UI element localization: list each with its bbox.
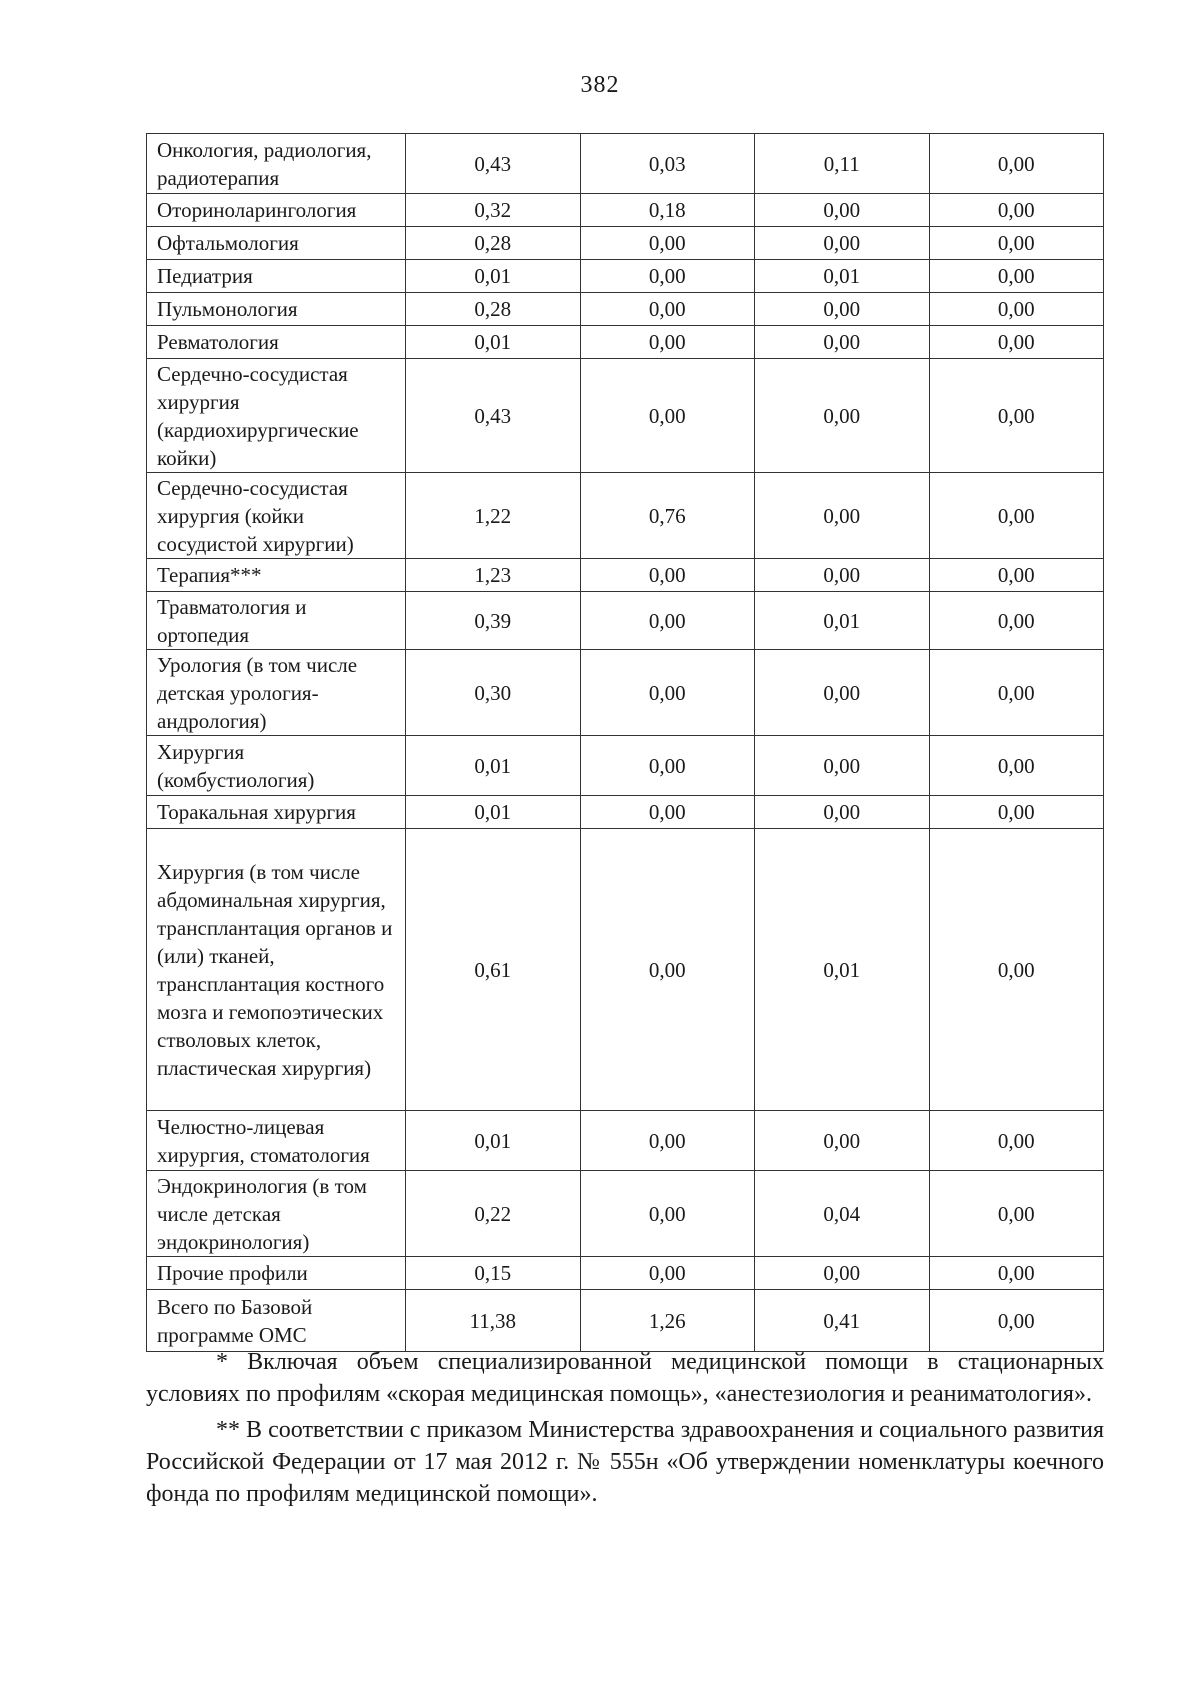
- value-cell: 0,15: [406, 1257, 581, 1290]
- value-cell: 0,76: [580, 473, 755, 559]
- value-cell: 0,00: [580, 592, 755, 650]
- profile-name-cell: Сердечно-сосудистая хирургия (койки сосудистой хирургии): [147, 473, 406, 559]
- profile-name-cell: Челюстно-лицевая хирургия, стоматология: [147, 1111, 406, 1171]
- footnotes: [146, 1346, 1104, 1514]
- value-cell: 0,00: [755, 359, 930, 473]
- value-cell: 0,00: [580, 293, 755, 326]
- value-cell: 0,00: [580, 650, 755, 736]
- profile-name-cell: Травматология и ортопедия: [147, 592, 406, 650]
- value-cell: 0,00: [929, 134, 1104, 194]
- value-cell: 0,00: [755, 559, 930, 592]
- total-value-cell: 11,38: [406, 1290, 581, 1352]
- value-cell: 0,00: [929, 326, 1104, 359]
- value-cell: 0,00: [755, 293, 930, 326]
- value-cell: 0,00: [580, 359, 755, 473]
- value-cell: 0,00: [929, 650, 1104, 736]
- profile-name-cell: Урология (в том числе детская урология-андрология): [147, 650, 406, 736]
- total-value-cell: 0,00: [929, 1290, 1104, 1352]
- table-row: [147, 650, 1104, 736]
- value-cell: 0,00: [929, 293, 1104, 326]
- value-cell: 0,03: [580, 134, 755, 194]
- total-label-cell: Всего по Базовой программе ОМС: [147, 1290, 406, 1352]
- value-cell: 0,39: [406, 592, 581, 650]
- profile-name-cell: Онкология, радиология, радиотерапия: [147, 134, 406, 194]
- profile-name-cell: Терапия***: [147, 559, 406, 592]
- profile-name-cell: Ревматология: [147, 326, 406, 359]
- table-row: [147, 293, 1104, 326]
- profile-name-cell: Прочие профили: [147, 1257, 406, 1290]
- table-row: [147, 359, 1104, 473]
- value-cell: 0,00: [929, 559, 1104, 592]
- value-cell: 0,00: [929, 260, 1104, 293]
- value-cell: 0,00: [755, 227, 930, 260]
- value-cell: 0,00: [929, 796, 1104, 829]
- value-cell: 0,11: [755, 134, 930, 194]
- value-cell: 0,04: [755, 1171, 930, 1257]
- profile-name-cell: Торакальная хирургия: [147, 796, 406, 829]
- table-row: [147, 134, 1104, 194]
- value-cell: 0,00: [929, 592, 1104, 650]
- profile-name-cell: Хирургия (в том числе абдоминальная хирургия, трансплантация органов и (или) тканей, трансплантация костного мозга и гемопоэтических стволовых клеток, пластическая хирургия): [147, 829, 406, 1111]
- value-cell: 0,00: [755, 796, 930, 829]
- value-cell: 0,00: [929, 829, 1104, 1111]
- table-row: [147, 1111, 1104, 1171]
- value-cell: 0,00: [929, 1171, 1104, 1257]
- value-cell: 0,00: [755, 650, 930, 736]
- value-cell: 0,61: [406, 829, 581, 1111]
- table-row: [147, 592, 1104, 650]
- table-row: [147, 1257, 1104, 1290]
- value-cell: 0,32: [406, 194, 581, 227]
- value-cell: 0,18: [580, 194, 755, 227]
- table-row: [147, 326, 1104, 359]
- value-cell: 0,00: [580, 1111, 755, 1171]
- value-cell: 0,00: [755, 736, 930, 796]
- footnote-double-asterisk: ** В соответствии с приказом Министерства здравоохранения и социального развития Российской Федерации от 17 мая 2012 г. № 555н «Об утверждении номенклатуры коечного фонда по профилям медицинской помощи».: [146, 1417, 1104, 1507]
- table-row: [147, 559, 1104, 592]
- value-cell: 0,00: [929, 736, 1104, 796]
- value-cell: 0,01: [755, 260, 930, 293]
- value-cell: 0,00: [580, 326, 755, 359]
- value-cell: 0,01: [406, 796, 581, 829]
- value-cell: 0,00: [929, 227, 1104, 260]
- value-cell: 0,01: [406, 1111, 581, 1171]
- value-cell: 0,01: [755, 592, 930, 650]
- value-cell: 0,01: [406, 260, 581, 293]
- profile-name-cell: Сердечно-сосудистая хирургия (кардиохирургические койки): [147, 359, 406, 473]
- profile-name-cell: Педиатрия: [147, 260, 406, 293]
- table-row: [147, 829, 1104, 1111]
- value-cell: 0,00: [580, 736, 755, 796]
- value-cell: 0,00: [580, 1171, 755, 1257]
- value-cell: 0,01: [406, 736, 581, 796]
- profile-name-cell: Эндокринология (в том числе детская эндокринология): [147, 1171, 406, 1257]
- value-cell: 0,22: [406, 1171, 581, 1257]
- table-row-total: [147, 1290, 1104, 1352]
- profile-name-cell: Офтальмология: [147, 227, 406, 260]
- table-row: [147, 227, 1104, 260]
- value-cell: 0,28: [406, 293, 581, 326]
- value-cell: 0,00: [755, 1257, 930, 1290]
- value-cell: 1,22: [406, 473, 581, 559]
- value-cell: 0,01: [406, 326, 581, 359]
- value-cell: 0,00: [580, 260, 755, 293]
- value-cell: 0,28: [406, 227, 581, 260]
- value-cell: 0,00: [755, 194, 930, 227]
- value-cell: 0,00: [580, 1257, 755, 1290]
- value-cell: 0,00: [755, 326, 930, 359]
- profile-name-cell: Оториноларингология: [147, 194, 406, 227]
- profile-name-cell: Хирургия (комбустиология): [147, 736, 406, 796]
- footnote-single-asterisk: * Включая объем специализированной медицинской помощи в стационарных условиях по профилям «скорая медицинская помощь», «анестезиология и реаниматология».: [146, 1349, 1104, 1407]
- value-cell: 0,00: [755, 473, 930, 559]
- value-cell: 0,00: [580, 796, 755, 829]
- table-row: [147, 796, 1104, 829]
- value-cell: 0,43: [406, 134, 581, 194]
- table-row: [147, 473, 1104, 559]
- value-cell: 0,00: [929, 473, 1104, 559]
- total-value-cell: 0,41: [755, 1290, 930, 1352]
- value-cell: 0,00: [929, 359, 1104, 473]
- table-row: [147, 1171, 1104, 1257]
- value-cell: 0,00: [929, 1257, 1104, 1290]
- value-cell: 0,00: [580, 829, 755, 1111]
- value-cell: 0,01: [755, 829, 930, 1111]
- value-cell: 0,00: [929, 1111, 1104, 1171]
- value-cell: 0,00: [580, 227, 755, 260]
- table-row: [147, 260, 1104, 293]
- value-cell: 0,00: [580, 559, 755, 592]
- total-value-cell: 1,26: [580, 1290, 755, 1352]
- value-cell: 0,00: [929, 194, 1104, 227]
- table-row: [147, 736, 1104, 796]
- value-cell: 0,00: [755, 1111, 930, 1171]
- value-cell: 1,23: [406, 559, 581, 592]
- table-row: [147, 194, 1104, 227]
- value-cell: 0,43: [406, 359, 581, 473]
- value-cell: 0,30: [406, 650, 581, 736]
- page-number: 382: [580, 72, 620, 98]
- profile-name-cell: Пульмонология: [147, 293, 406, 326]
- bed-fund-table: [146, 133, 1104, 1352]
